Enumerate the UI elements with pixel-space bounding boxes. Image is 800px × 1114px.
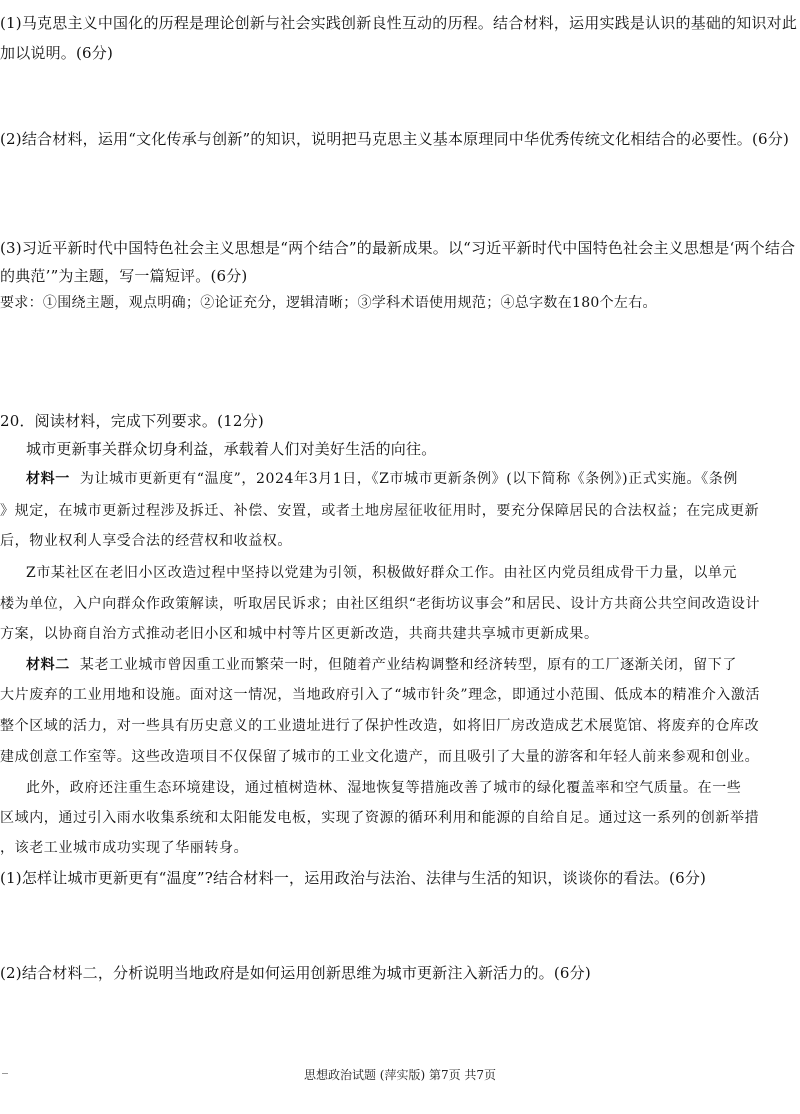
q20-intro: 城市更新事关群众切身利益，承载着人们对美好生活的向往。 xyxy=(26,440,437,458)
q19-part3-line1: (3)习近平新时代中国特色社会主义思想是“两个结合”的最新成果。以“习近平新时代中国特色社会主义思想是‘两个结合 xyxy=(0,239,796,257)
material-one-line5: 楼为单位，入户向群众作政策解读，听取居民诉求；由社区组织“老街坊议事会”和居民、设计方共商公共空间改造设计 xyxy=(0,596,761,612)
material-one-label: 材料一 xyxy=(26,471,70,487)
material-two-text: 某老工业城市曾因重工业而繁荣一时，但随着产业结构调整和经济转型，原有的工厂逐渐关闭，留下了 xyxy=(79,657,737,673)
material-one-line3: 后，物业权利人享受合法的经营权和收益权。 xyxy=(0,533,292,549)
material-two-line6: 区域内，通过引入雨水收集系统和太阳能发电板，实现了资源的循环利用和能源的自给自足。通过这一系列的创新举措 xyxy=(0,810,760,826)
material-two-line3: 整个区域的活力，对一些具有历史意义的工业遗址进行了保护性改造，如将旧厂房改造成艺术展览馆、将废弃的仓库改 xyxy=(0,718,760,734)
material-two-label: 材料二 xyxy=(26,657,70,673)
q19-part1-line2: 加以说明。(6分) xyxy=(0,44,114,62)
material-one-text: 为让城市更新更有“温度”，2024年3月1日，《Z市城市更新条例》(以下简称《条例》)正式实施。《条例 xyxy=(79,471,738,487)
q19-part2-line1: (2)结合材料，运用“文化传承与创新”的知识，说明把马克思主义基本原理同中华优秀传统文化相结合的必要性。(6分) xyxy=(0,130,790,148)
material-two-line2: 大片废弃的工业用地和设施。面对这一情况，当地政府引入了“城市针灸”理念，即通过小范围、低成本的精准介入激活 xyxy=(0,687,761,703)
material-one-line1 xyxy=(26,468,800,490)
material-one-line4: Z市某社区在老旧小区改造过程中坚持以党建为引领，积极做好群众工作。由社区内党员组成骨干力量，以单元 xyxy=(26,565,738,581)
page-footer: 思想政治试题 (萍实版) 第7页 共7页 xyxy=(303,1068,497,1082)
material-one-line6: 方案，以协商自治方式推动老旧小区和城中村等片区更新改造，共商共建共享城市更新成果。 xyxy=(0,626,599,642)
material-two-line7: ，该老工业城市成功实现了华丽转身。 xyxy=(0,840,249,856)
q19-part3-line2: 的典范’”为主题，写一篇短评。(6分) xyxy=(0,267,248,285)
q20-heading: 20．阅读材料，完成下列要求。(12分) xyxy=(0,412,264,430)
material-one-line2: 》规定，在城市更新过程涉及拆迁、补偿、安置，或者土地房屋征收征用时，要充分保障居民的合法权益；在完成更新 xyxy=(0,503,760,519)
q20-part1: (1)怎样让城市更新更有“温度”?结合材料一，运用政治与法治、法律与生活的知识，谈谈你的看法。(6分) xyxy=(0,869,707,887)
material-two-line4: 建成创意工作室等。这些改造项目不仅保留了城市的工业文化遗产，而且吸引了大量的游客和年轻人前来参观和创业。 xyxy=(0,749,760,765)
material-two-line5: 此外，政府还注重生态环境建设，通过植树造林、湿地恢复等措施改善了城市的绿化覆盖率和空气质量。在一些 xyxy=(26,780,742,796)
q19-requirements: 要求：①围绕主题，观点明确；②论证充分，逻辑清晰；③学科术语使用规范；④总字数在180个左右。 xyxy=(0,295,657,311)
q19-part1-line1: (1)马克思主义中国化的历程是理论创新与社会实践创新良性互动的历程。结合材料，运用实践是认识的基础的知识对此 xyxy=(0,14,798,32)
material-two-line1 xyxy=(26,654,800,676)
q20-part2: (2)结合材料二，分析说明当地政府是如何运用创新思维为城市更新注入新活力的。(6分) xyxy=(0,964,591,982)
